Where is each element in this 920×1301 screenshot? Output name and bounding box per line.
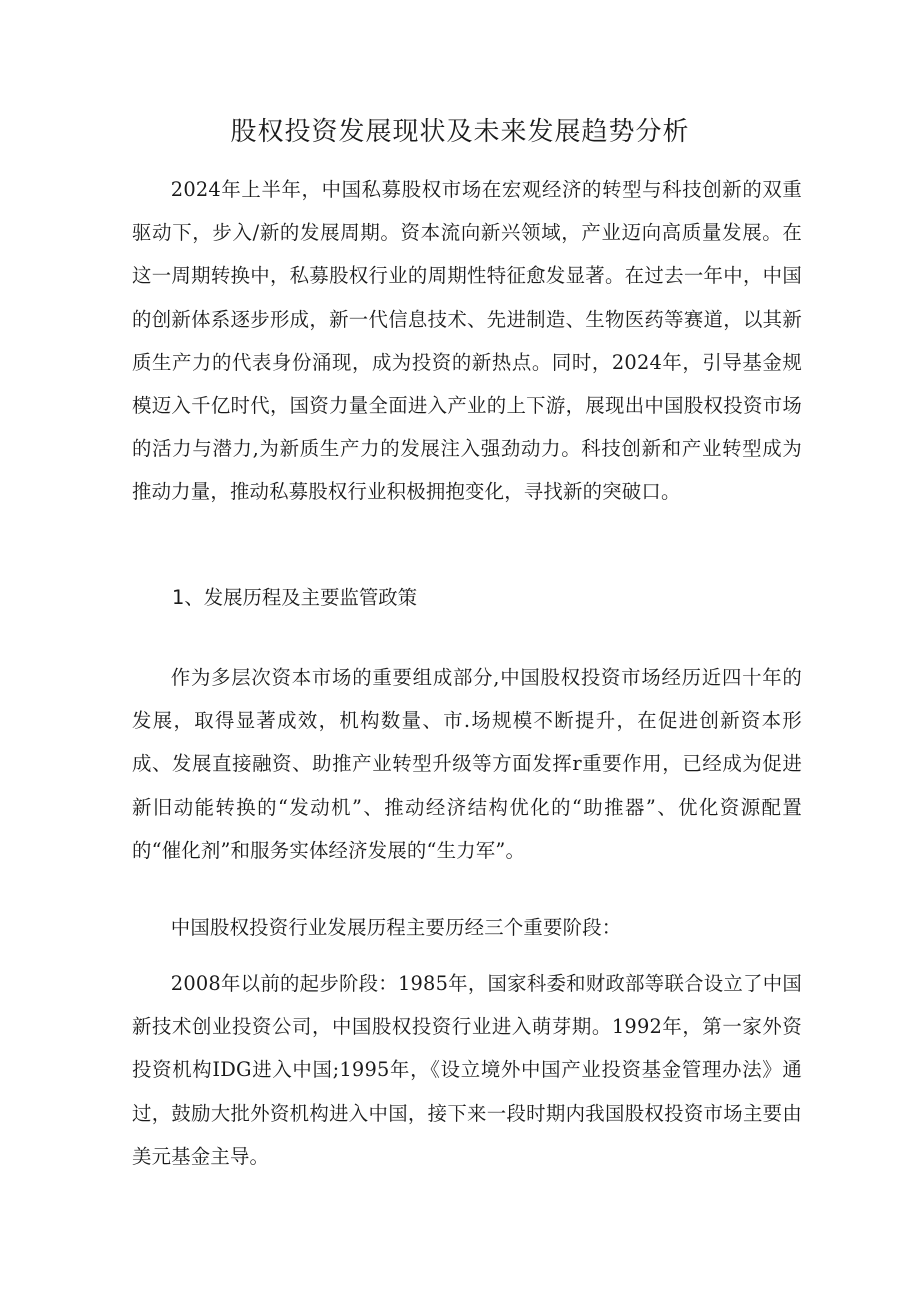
section-paragraph-1: 作为多层次资本市场的重要组成部分,中国股权投资市场经历近四十年的发展，取得显著成效，机构数量、市.场规模不断提升，在促进创新资本形成、发展直接融资、助推产业转型升级等方面发挥r重要作用，已经成为促进新旧动能转换的“发动机”、推动经济结构优化的“助推器”、优化资源配置的“催化剂”和服务实体经济发展的“生力军”。: [132, 666, 802, 862]
section-paragraph-3: 2008年以前的起步阶段：1985年，国家科委和财政部等联合设立了中国新技术创业投资公司，中国股权投资行业进入萌芽期。1992年，第一家外资投资机构IDG进入中国;1995年，《设立境外中国产业投资基金管理办法》通过，鼓励大批外资机构进入中国，接下来一段时期内我国股权投资市场主要由美元基金主导。: [132, 972, 802, 1168]
intro-paragraph: 2024年上半年，中国私募股权市场在宏观经济的转型与科技创新的双重驱动下，步入/新的发展周期。资本流向新兴领域，产业迈向高质量发展。在这一周期转换中，私募股权行业的周期性特征愈发显著。在过去一年中，中国的创新体系逐步形成，新一代信息技术、先进制造、生物医药等赛道，以其新质生产力的代表身份涌现，成为投资的新热点。同时，2024年，引导基金规模迈入千亿时代，国资力量全面进入产业的上下游，展现出中国股权投资市场的活力与潜力,为新质生产力的发展注入强劲动力。科技创新和产业转型成为推动力量，推动私募股权行业积极拥抱变化，寻找新的突破口。: [132, 178, 802, 504]
section-paragraph-2: 中国股权投资行业发展历程主要历经三个重要阶段：: [170, 916, 622, 939]
section-heading: 1、发展历程及主要监管政策: [172, 586, 418, 609]
document-title: 股权投资发展现状及未来发展趋势分析: [230, 117, 690, 147]
